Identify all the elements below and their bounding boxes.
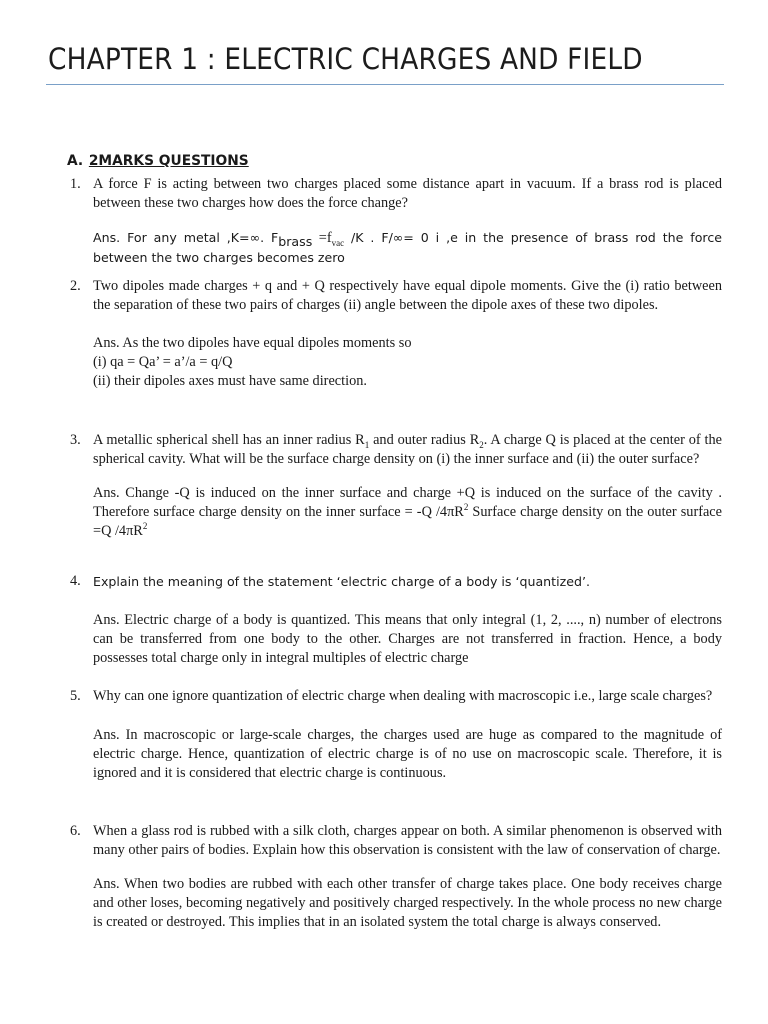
title-divider: [46, 84, 724, 85]
question-text: A metallic spherical shell has an inner radius $R_1$ and outer radius $R_2$. A charge Q is placed at the center of the spherical cavity. What will be the surface charge density on (i) the inner surface and (ii) the outer surface?: [93, 432, 722, 467]
question-item-5: [70, 687, 722, 783]
question-number: 1.: [70, 176, 81, 192]
question-text: A force F is acting between two charges placed some distance apart in vacuum. If a brass rod is placed between these two charges how does the force change?: [93, 176, 722, 211]
chapter-title: CHAPTER 1 : ELECTRIC CHARGES AND FIELD: [48, 42, 643, 76]
answer-text: Ans. For any metal ,K=∞. $F_{brass} =f_{vac}$ /K . F/∞= 0 i ,e in the presence of brass rod the force between the two charges becomes zero: [93, 230, 722, 265]
question-text: Two dipoles made charges + q and + Q respectively have equal dipole moments. Give the (i) ratio between the separation of these two pairs of charges (ii) angle between the dipole axes of these two dipoles.: [93, 278, 722, 313]
section-letter: A.: [67, 153, 84, 169]
question-item-1: [70, 175, 722, 268]
section-heading: [67, 153, 249, 169]
answer-text: Ans. In macroscopic or large-scale charges, the charges used are huge as compared to the magnitude of electric charge. Hence, quantization of electric charge is of no use on macroscopic scale. Therefore, it is ignored and it is considered that electric charge is continuous.: [93, 727, 722, 781]
question-text: Why can one ignore quantization of electric charge when dealing with macroscopic i.e., large scale charges?: [93, 688, 713, 704]
answer-text: Ans. Electric charge of a body is quantized. This means that only integral (1, 2, ...., n) number of electrons can be transferred from one body to the other. Charges are not transferred in fraction. Hence, a body possesses total charge only in integral multiples of electric charge: [93, 612, 722, 666]
answer-text: Ans. Change -Q is induced on the inner surface and charge +Q is induced on the surface of the cavity . Therefore surface charge density on the inner surface = -Q $/4\pi R^2$ Surface charge density on the outer surface =Q $/4\pi R^2$: [93, 485, 722, 539]
question-item-3: [70, 431, 722, 541]
question-number: 4.: [70, 573, 81, 589]
question-item-4: [70, 572, 722, 668]
answer-text: Ans. When two bodies are rubbed with each other transfer of charge takes place. One body receives charge and other loses, becoming negatively and positively charged respectively. In the whole process no new charge is created or destroyed. This implies that in an isolated system the total charge is always conserved.: [93, 876, 722, 930]
answer-text: Ans. As the two dipoles have equal dipoles moments so (i) qa = Qa’ = a’/a = q/Q (ii) their dipoles axes must have same direction.: [93, 335, 412, 389]
question-number: 6.: [70, 823, 81, 839]
section-title: 2MARKS QUESTIONS: [88, 153, 249, 169]
question-text: When a glass rod is rubbed with a silk cloth, charges appear on both. A similar phenomenon is observed with many other pairs of bodies. Explain how this observation is consistent with the law of conservation of charge.: [93, 823, 722, 858]
question-number: 5.: [70, 688, 81, 704]
question-text: Explain the meaning of the statement ‘electric charge of a body is ‘quantized’.: [93, 574, 590, 589]
question-item-6: [70, 822, 722, 932]
question-number: 3.: [70, 432, 81, 448]
question-item-2: [70, 277, 722, 391]
question-number: 2.: [70, 278, 81, 294]
